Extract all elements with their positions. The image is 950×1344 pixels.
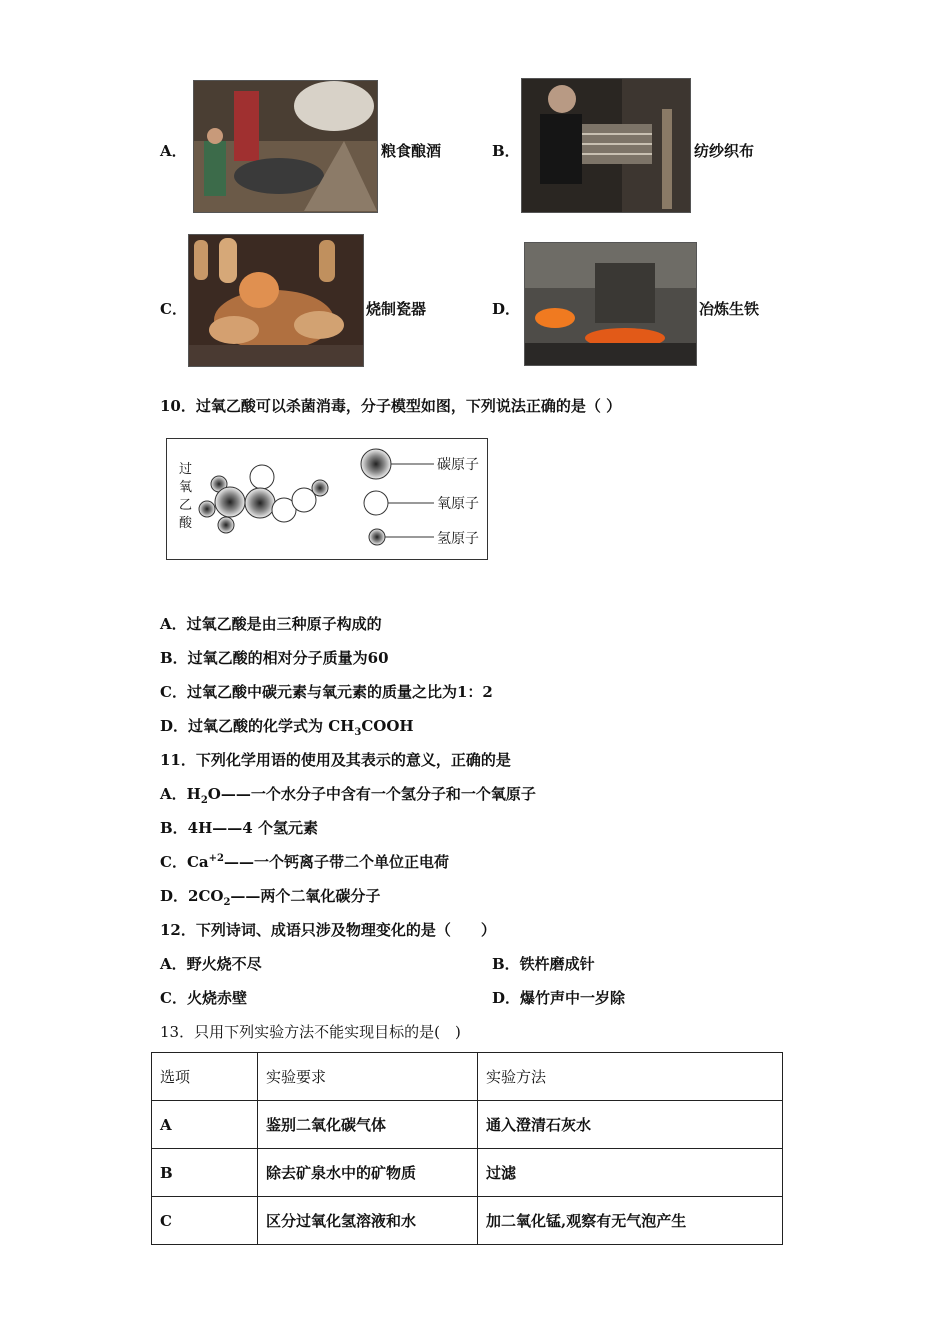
legend-oxygen: 氧原子 <box>437 496 479 512</box>
model-name-char: 酸 <box>179 516 193 531</box>
model-name-char: 乙 <box>179 498 193 513</box>
q11-option-b: B．4H——4 个氢元素 <box>160 819 318 837</box>
q10-option-d-pre: D．过氧乙酸的化学式为 CH <box>160 717 355 735</box>
cell-option: B <box>152 1149 258 1197</box>
q11-option-d-post: ——两个二氧化碳分子 <box>230 887 381 905</box>
cell-requirement: 鉴别二氧化碳气体 <box>258 1101 478 1149</box>
option-a-caption: 粮食酿酒 <box>381 142 442 160</box>
q11-option-c-sup: +2 <box>208 853 224 864</box>
q11-option-c-post: ——一个钙离子带二个单位正电荷 <box>223 853 449 871</box>
q10-option-d-sub: 3 <box>354 727 362 738</box>
q12-option-d: D．爆竹声中一岁除 <box>492 989 626 1007</box>
molecule-model-figure <box>166 438 488 560</box>
q10-option-a: A．过氧乙酸是由三种原子构成的 <box>160 615 382 633</box>
table-header-row <box>152 1053 783 1101</box>
q11-option-c <box>160 851 449 872</box>
q10-option-d <box>160 715 414 738</box>
q11-option-a-post: O——一个水分子中含有一个氢分子和一个氧原子 <box>207 785 536 803</box>
model-name-char: 氧 <box>179 480 193 495</box>
experiment-table <box>151 1052 783 1245</box>
table-row <box>152 1101 783 1149</box>
option-d-caption: 冶炼生铁 <box>699 300 760 318</box>
header-option: 选项 <box>152 1053 258 1101</box>
option-d-letter: D． <box>492 300 521 318</box>
option-c-letter: C． <box>160 300 187 318</box>
table-row <box>152 1149 783 1197</box>
question-11-stem: 11．下列化学用语的使用及其表示的意义，正确的是 <box>160 751 511 769</box>
q12-option-c: C．火烧赤壁 <box>160 989 247 1007</box>
question-13-stem: 13．只用下列实验方法不能实现目标的是( ) <box>160 1023 461 1041</box>
weaving-photo <box>521 78 691 213</box>
cell-requirement: 除去矿泉水中的矿物质 <box>258 1149 478 1197</box>
option-b-caption: 纺纱织布 <box>694 142 755 160</box>
option-a-letter: A． <box>160 142 187 160</box>
cell-option: A <box>152 1101 258 1149</box>
cell-method: 加二氧化锰,观察有无气泡产生 <box>478 1197 783 1245</box>
q12-option-a: A．野火烧不尽 <box>160 955 262 973</box>
cell-method: 通入澄清石灰水 <box>478 1101 783 1149</box>
option-c-caption: 烧制瓷器 <box>366 300 427 318</box>
q11-option-a-sub: 2 <box>200 795 208 806</box>
porcelain-photo <box>188 234 364 367</box>
q10-option-d-post: COOH <box>361 717 414 735</box>
cell-requirement: 区分过氧化氢溶液和水 <box>258 1197 478 1245</box>
brewing-photo <box>193 80 378 213</box>
q10-option-b: B．过氧乙酸的相对分子质量为60 <box>160 649 389 667</box>
q12-option-b: B．铁杵磨成针 <box>492 955 595 973</box>
legend-carbon: 碳原子 <box>437 457 479 473</box>
header-requirement: 实验要求 <box>258 1053 478 1101</box>
q11-option-d-pre: D．2CO <box>160 887 224 905</box>
question-10-stem: 10．过氧乙酸可以杀菌消毒，分子模型如图，下列说法正确的是（ ） <box>160 397 622 415</box>
q11-option-c-pre: C．Ca <box>160 853 209 871</box>
q10-option-c: C．过氧乙酸中碳元素与氧元素的质量之比为1：2 <box>160 683 493 701</box>
q11-option-a-pre: A．H <box>160 785 201 803</box>
option-b-letter: B． <box>492 142 520 160</box>
legend-hydrogen: 氢原子 <box>437 531 479 547</box>
model-name-char: 过 <box>179 462 193 477</box>
q11-option-a <box>160 783 536 806</box>
cell-option: C <box>152 1197 258 1245</box>
question-12-stem: 12．下列诗词、成语只涉及物理变化的是（ ） <box>160 921 496 939</box>
q11-option-d-sub: 2 <box>223 897 231 908</box>
table-row <box>152 1197 783 1245</box>
cell-method: 过滤 <box>478 1149 783 1197</box>
q11-option-d <box>160 885 380 908</box>
iron-smelting-photo <box>524 242 697 366</box>
header-method: 实验方法 <box>478 1053 783 1101</box>
